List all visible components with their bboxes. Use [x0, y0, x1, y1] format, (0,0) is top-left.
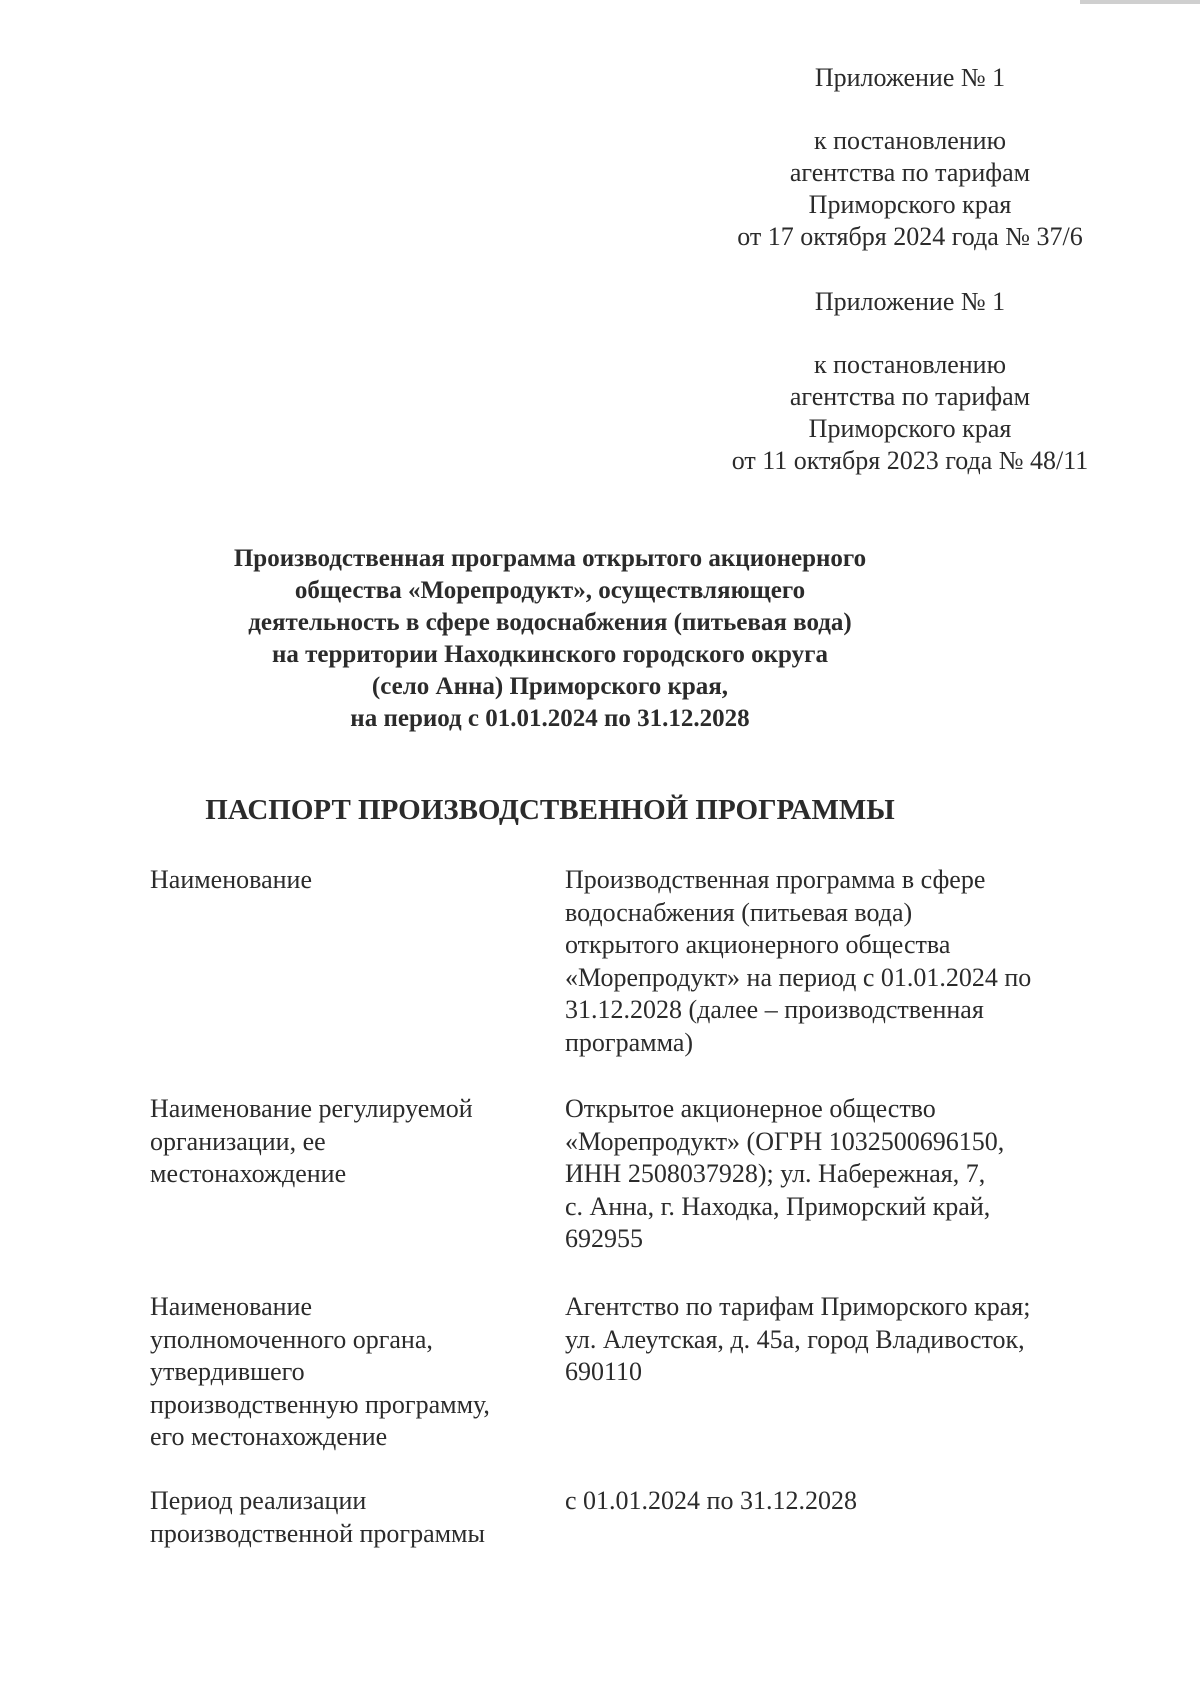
appendix-line: агентства по тарифам — [789, 158, 1031, 187]
appendix-previous — [690, 286, 1130, 477]
row-value-line: 692955 — [565, 1224, 643, 1253]
row-value-line: с. Анна, г. Находка, Приморский край, — [565, 1191, 991, 1221]
row-label-line: его местонахождение — [150, 1422, 388, 1451]
appendix-line: Приморского края — [808, 414, 1012, 443]
row-value-line: «Морепродукт» (ОГРН 1032500696150, — [565, 1126, 1005, 1156]
appendix-line: Приморского края — [808, 190, 1012, 219]
appendix-title: Приложение № 1 — [814, 63, 1006, 92]
program-title-line: Производственная программа открытого акционерного — [233, 545, 867, 572]
row-value — [565, 864, 1085, 1059]
row-value-line: открытого акционерного общества — [565, 930, 951, 959]
row-label-line: Наименование — [150, 1292, 312, 1321]
program-title-line: на территории Находкинского городского округа — [272, 641, 828, 668]
program-title-line: деятельность в сфере водоснабжения (питьевая вода) — [248, 609, 852, 636]
row-label — [150, 1485, 535, 1550]
row-label-line: Наименование регулируемой — [150, 1094, 473, 1123]
row-label-line: производственную программу, — [150, 1389, 490, 1419]
row-label-line: уполномоченного органа, — [150, 1324, 433, 1354]
program-title-line: общества «Морепродукт», осуществляющего — [294, 577, 806, 604]
appendix-line: к постановлению — [813, 350, 1007, 379]
appendix-line: к постановлению — [813, 126, 1007, 155]
row-label-line: организации, ее — [150, 1126, 326, 1156]
appendix-line: от 11 октября 2023 года № 48/11 — [731, 446, 1089, 475]
row-value-line: водоснабжения (питьевая вода) — [565, 897, 913, 927]
row-value-line: «Морепродукт» на период с 01.01.2024 по — [565, 962, 1032, 992]
row-value-line: ул. Алеутская, д. 45а, город Владивосток, — [565, 1324, 1025, 1354]
row-value-line: с 01.01.2024 по 31.12.2028 — [565, 1486, 857, 1515]
row-label-line: Период реализации — [150, 1486, 367, 1515]
row-label — [150, 1093, 535, 1191]
row-value — [565, 1093, 1085, 1256]
row-value-line: Открытое акционерное общество — [565, 1094, 936, 1123]
row-value — [565, 1291, 1085, 1389]
passport-heading: ПАСПОРТ ПРОИЗВОДСТВЕННОЙ ПРОГРАММЫ — [205, 794, 895, 826]
row-label-line: производственной программы — [150, 1518, 485, 1548]
row-value-line: Агентство по тарифам Приморского края; — [565, 1292, 1031, 1321]
row-value-line: 690110 — [565, 1357, 643, 1386]
row-value-line: программа) — [565, 1027, 694, 1057]
row-value-line: Производственная программа в сфере — [565, 865, 986, 894]
row-label — [150, 864, 535, 897]
row-value-line: ИНН 2508037928); ул. Набережная, 7, — [565, 1159, 986, 1188]
appendix-line: от 17 октября 2024 года № 37/6 — [737, 222, 1083, 251]
program-title — [150, 543, 950, 735]
appendix-current — [690, 62, 1130, 253]
appendix-line: агентства по тарифам — [789, 382, 1031, 411]
row-label-line: местонахождение — [150, 1159, 347, 1188]
row-value — [565, 1485, 1085, 1518]
appendix-title: Приложение № 1 — [814, 287, 1006, 316]
program-title-line: (село Анна) Приморского края, — [371, 673, 729, 700]
row-label-line: утвердившего — [150, 1357, 305, 1386]
row-value-line: 31.12.2028 (далее – производственная — [565, 995, 984, 1024]
row-label-line: Наименование — [150, 865, 312, 894]
scan-edge-mark — [1080, 0, 1200, 4]
row-label — [150, 1291, 535, 1454]
program-title-line: на период с 01.01.2024 по 31.12.2028 — [350, 705, 750, 732]
